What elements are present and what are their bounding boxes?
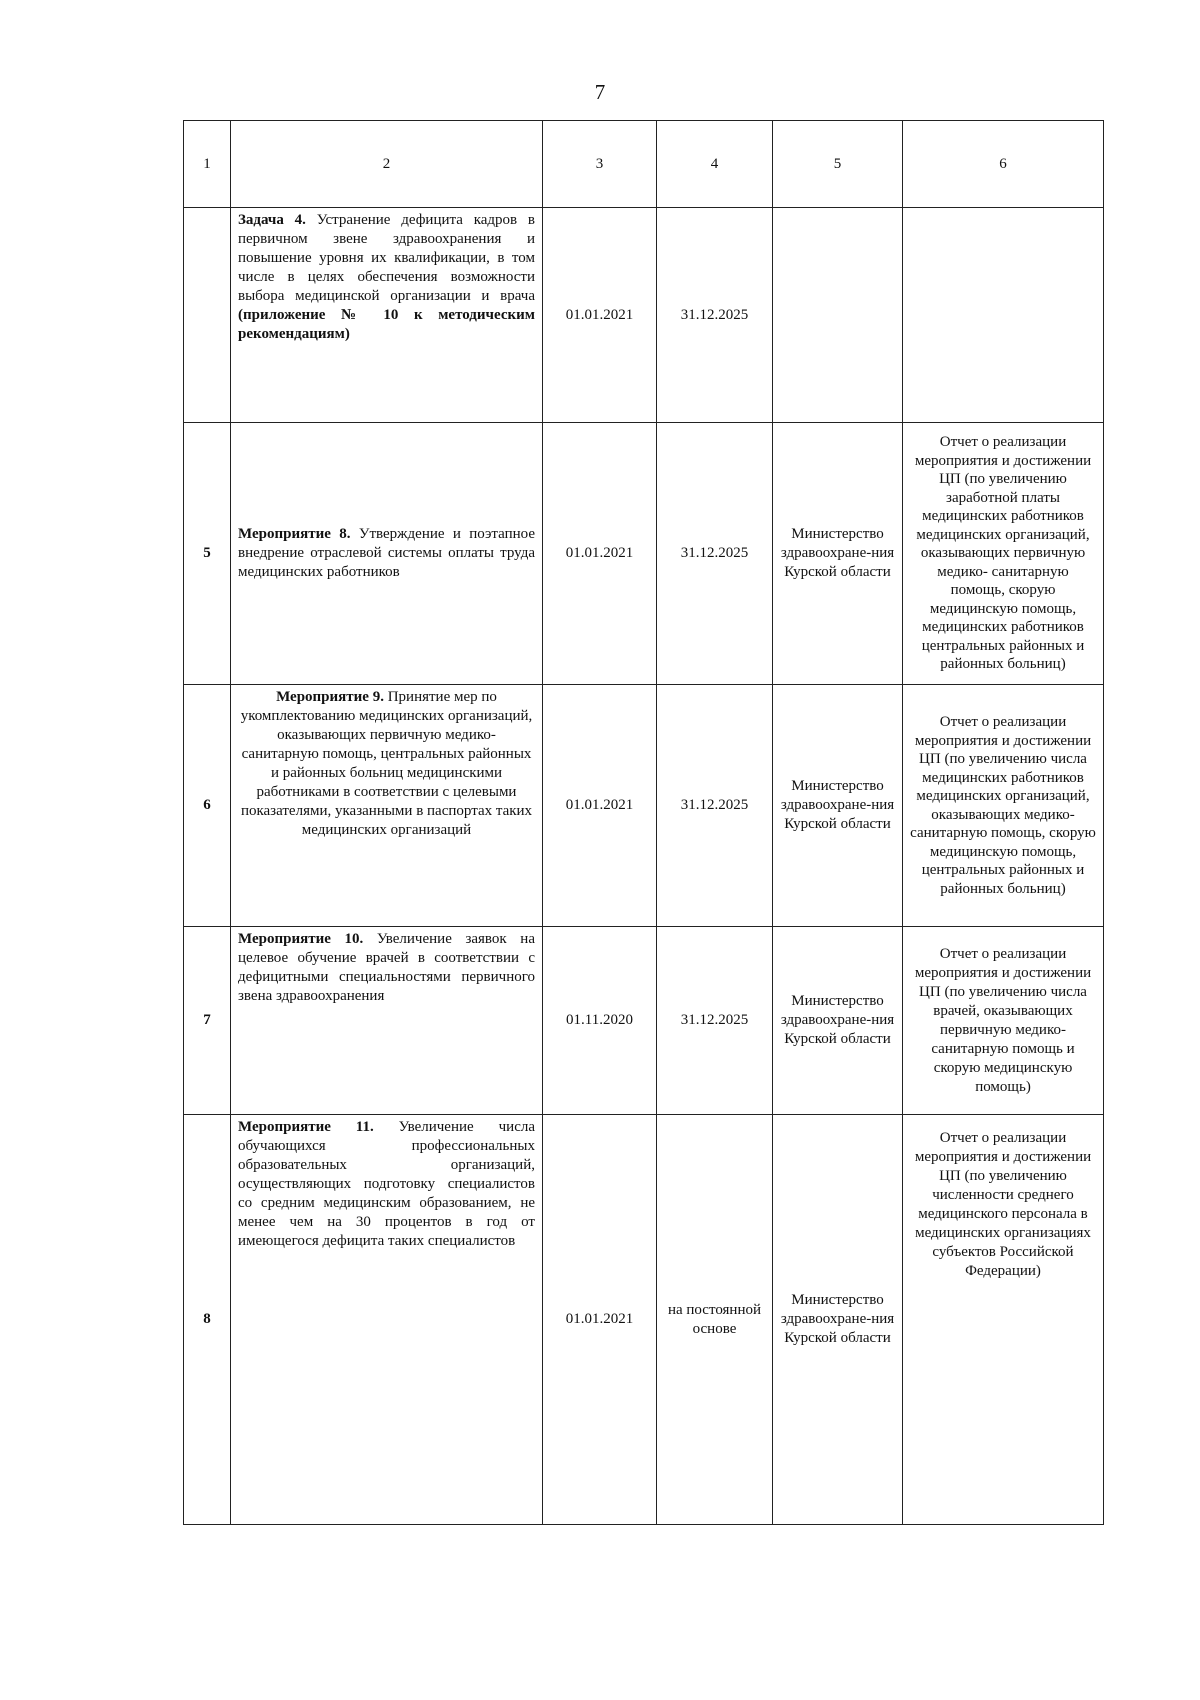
table-row-8 [184,1115,1104,1525]
table-row-5 [184,423,1104,685]
start-date: 01.01.2021 [543,1115,657,1525]
end-date: 31.12.2025 [657,685,773,927]
measure-title-text: Устранение дефицита кадров в первичном звене здравоохранения и повышение уровня их квалификации, в том числе в целях обеспечения возможности выбора медицинской организации и врача [238,212,535,304]
measure-title-text: Увеличение числа обучающихся профессиональных образовательных организаций, осуществляющих подготовку специалистов со средним медицинским образованием, не менее чем на 30 процентов в год от имеющегося дефицита таких специалистов [238,1119,535,1249]
row-number: 6 [184,685,231,927]
measure-title [231,208,543,423]
column-header-3: 3 [543,121,657,208]
measure-title-text: Принятие мер по укомплектованию медицинских организаций, оказывающих первичную медико- санитарную помощь, центральных районных и районных больниц медицинскими работниками в соответствии с целевыми показателями, указанными в паспортах таких медицинских организаций [240,689,533,838]
page-number: 7 [594,80,606,104]
measure-title-text: Утверждение и поэтапное внедрение отраслевой системы оплаты труда медицинских работников [238,526,536,580]
column-header-2: 2 [231,121,543,208]
result: Отчет о реализации мероприятия и достижении ЦП (по увеличению численности среднего медицинского персонала в медицинских организациях субъектов Российской Федерации) [903,1115,1104,1525]
start-date: 01.01.2021 [543,685,657,927]
measure-title-bold-tail: (приложение № 10 к методическим рекомендациям) [238,307,535,342]
table-row-7 [184,927,1104,1115]
responsible: Министерство здравоохране-ния Курской области [773,927,903,1115]
measure-title [231,685,543,927]
table-row-task-4 [184,208,1104,423]
column-header-1: 1 [184,121,231,208]
measure-title-bold: Мероприятие 11. [238,1119,374,1135]
responsible: Министерство здравоохране-ния Курской области [773,1115,903,1525]
column-header-5: 5 [773,121,903,208]
row-number: 8 [184,1115,231,1525]
responsible: Министерство здравоохране-ния Курской области [773,423,903,685]
column-header-4: 4 [657,121,773,208]
measures-table [183,120,1104,1525]
start-date: 01.11.2020 [543,927,657,1115]
end-date: 31.12.2025 [657,208,773,423]
measure-title-text: Увеличение заявок на целевое обучение врачей в соответствии с дефицитными специальностями первичного звена здравоохранения [238,931,535,1004]
end-date: на постоянной основе [657,1115,773,1525]
row-number: 7 [184,927,231,1115]
measure-title-bold: Мероприятие 9. [276,689,384,705]
end-date: 31.12.2025 [657,423,773,685]
result: Отчет о реализации мероприятия и достижении ЦП (по увеличению заработной платы медицинских работников медицинских организаций, оказывающих первичную медико- санитарную помощь, скорую медицинскую помощь, медицинских работников центральных районных и районных больниц) [903,423,1104,685]
measure-title [231,927,543,1115]
table-row-6 [184,685,1104,927]
start-date: 01.01.2021 [543,423,657,685]
start-date: 01.01.2021 [543,208,657,423]
header-row [184,121,1104,208]
row-number: 5 [184,423,231,685]
result: Отчет о реализации мероприятия и достижении ЦП (по увеличению числа медицинских работников медицинских организаций, оказывающих медико-санитарную помощь, скорую медицинскую помощь, центральных районных и районных больниц) [903,685,1104,927]
measure-title [231,423,543,685]
responsible [773,208,903,423]
measure-title-bold: Задача 4. [238,212,306,228]
measure-title [231,1115,543,1525]
end-date: 31.12.2025 [657,927,773,1115]
responsible: Министерство здравоохране-ния Курской области [773,685,903,927]
measure-title-bold: Мероприятие 8. [238,526,351,542]
result [903,208,1104,423]
row-number [184,208,231,423]
measure-title-bold: Мероприятие 10. [238,931,364,947]
column-header-6: 6 [903,121,1104,208]
result: Отчет о реализации мероприятия и достижении ЦП (по увеличению числа врачей, оказывающих первичную медико-санитарную помощь и скорую медицинскую помощь) [903,927,1104,1115]
